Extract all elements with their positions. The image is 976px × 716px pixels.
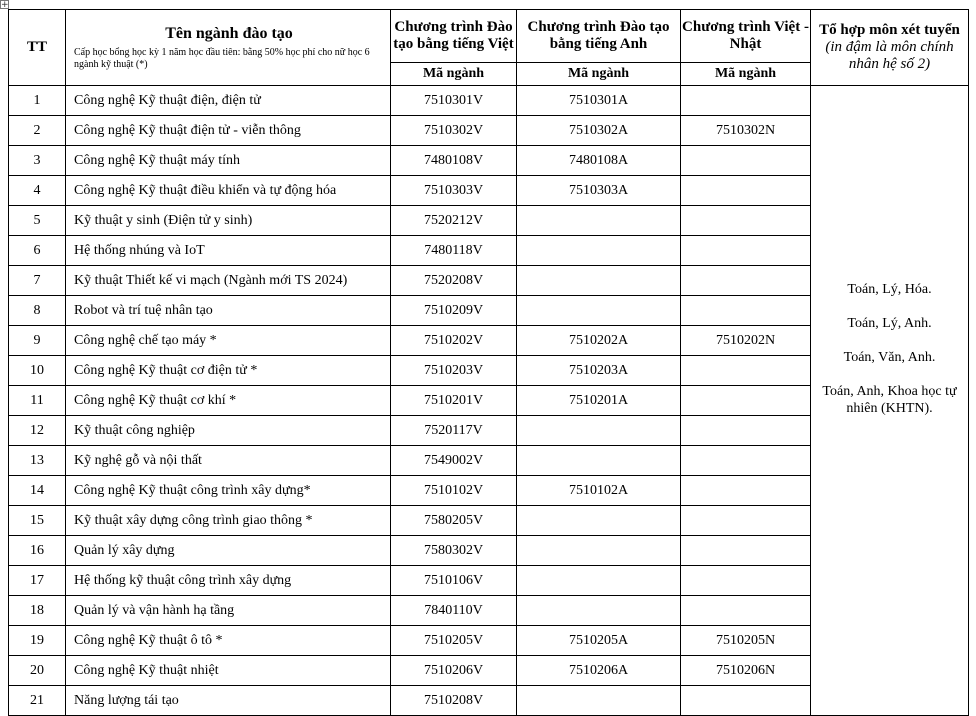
row-code-vietnamese: 7480118V	[391, 236, 517, 266]
row-major-name: Công nghệ Kỹ thuật cơ khí *	[66, 386, 391, 416]
row-number: 20	[9, 656, 66, 686]
row-code-english: 7510102A	[517, 476, 681, 506]
row-major-name: Quản lý xây dựng	[66, 536, 391, 566]
row-code-vietnamese: 7510205V	[391, 626, 517, 656]
row-code-english	[517, 416, 681, 446]
header-major-title: Tên ngành đào tạo	[165, 24, 293, 42]
header-tt: TT	[9, 10, 66, 86]
row-code-english	[517, 266, 681, 296]
header-program-vietnam-japan: Chương trình Việt - Nhật	[681, 10, 811, 63]
row-code-english	[517, 536, 681, 566]
row-code-vietnamese: 7480108V	[391, 146, 517, 176]
row-number: 17	[9, 566, 66, 596]
row-code-japan	[681, 266, 811, 296]
row-code-japan	[681, 686, 811, 716]
row-code-english	[517, 596, 681, 626]
row-code-english	[517, 446, 681, 476]
row-code-japan	[681, 596, 811, 626]
row-number: 9	[9, 326, 66, 356]
row-code-japan: 7510202N	[681, 326, 811, 356]
row-number: 15	[9, 506, 66, 536]
header-program-vietnamese: Chương trình Đào tạo bằng tiếng Việt	[391, 10, 517, 63]
row-number: 1	[9, 86, 66, 116]
row-code-english: 7510303A	[517, 176, 681, 206]
subject-combo-item: Toán, Văn, Anh.	[843, 350, 936, 365]
subject-combo-item: Toán, Anh, Khoa học tự nhiên (KHTN).	[822, 384, 957, 416]
row-number: 10	[9, 356, 66, 386]
row-code-vietnamese: 7520208V	[391, 266, 517, 296]
row-code-english: 7510203A	[517, 356, 681, 386]
row-code-vietnamese: 7580205V	[391, 506, 517, 536]
subheader-code-english: Mã ngành	[517, 63, 681, 86]
row-code-vietnamese: 7510106V	[391, 566, 517, 596]
row-major-name: Công nghệ Kỹ thuật điều khiển và tự động hóa	[66, 176, 391, 206]
majors-table	[8, 9, 969, 716]
row-code-japan	[681, 566, 811, 596]
row-major-name: Công nghệ Kỹ thuật điện, điện tử	[66, 86, 391, 116]
row-major-name: Kỹ thuật y sinh (Điện tử y sinh)	[66, 206, 391, 236]
row-number: 2	[9, 116, 66, 146]
subject-combos-cell	[811, 86, 969, 716]
row-number: 6	[9, 236, 66, 266]
row-major-name: Kỹ thuật xây dựng công trình giao thông *	[66, 506, 391, 536]
row-code-vietnamese: 7520117V	[391, 416, 517, 446]
row-code-english	[517, 566, 681, 596]
row-code-english: 7480108A	[517, 146, 681, 176]
row-code-vietnamese: 7510208V	[391, 686, 517, 716]
row-code-vietnamese: 7510102V	[391, 476, 517, 506]
row-number: 14	[9, 476, 66, 506]
row-code-japan	[681, 536, 811, 566]
row-major-name: Kỹ nghệ gỗ và nội thất	[66, 446, 391, 476]
row-major-name: Hệ thống kỹ thuật công trình xây dựng	[66, 566, 391, 596]
row-code-japan	[681, 146, 811, 176]
header-program-english: Chương trình Đào tạo bằng tiếng Anh	[517, 10, 681, 63]
row-code-english	[517, 506, 681, 536]
row-number: 3	[9, 146, 66, 176]
row-code-vietnamese: 7510303V	[391, 176, 517, 206]
row-number: 5	[9, 206, 66, 236]
row-code-vietnamese: 7520212V	[391, 206, 517, 236]
subject-combo-item: Toán, Lý, Anh.	[847, 316, 932, 331]
header-major-note: Cấp học bổng học kỳ 1 năm học đầu tiên: bằng 50% học phí cho nữ học 6 ngành kỹ thuật (*)	[74, 46, 370, 70]
row-number: 19	[9, 626, 66, 656]
row-code-english: 7510302A	[517, 116, 681, 146]
row-code-japan	[681, 176, 811, 206]
row-code-english: 7510206A	[517, 656, 681, 686]
row-major-name: Hệ thống nhúng và IoT	[66, 236, 391, 266]
row-number: 18	[9, 596, 66, 626]
row-code-japan	[681, 296, 811, 326]
subheader-code-japan: Mã ngành	[681, 63, 811, 86]
row-major-name: Công nghệ Kỹ thuật điện tử - viễn thông	[66, 116, 391, 146]
row-major-name: Năng lượng tái tạo	[66, 686, 391, 716]
row-code-english: 7510301A	[517, 86, 681, 116]
row-code-vietnamese: 7580302V	[391, 536, 517, 566]
row-major-name: Robot và trí tuệ nhân tạo	[66, 296, 391, 326]
subheader-code-vietnamese: Mã ngành	[391, 63, 517, 86]
row-code-japan	[681, 506, 811, 536]
row-code-vietnamese: 7510209V	[391, 296, 517, 326]
row-major-name: Kỹ thuật Thiết kế vi mạch (Ngành mới TS 2024)	[66, 266, 391, 296]
row-major-name: Công nghệ Kỹ thuật ô tô *	[66, 626, 391, 656]
row-code-japan: 7510302N	[681, 116, 811, 146]
row-code-vietnamese: 7510203V	[391, 356, 517, 386]
row-code-japan	[681, 86, 811, 116]
row-code-vietnamese: 7510206V	[391, 656, 517, 686]
row-number: 7	[9, 266, 66, 296]
row-code-english: 7510201A	[517, 386, 681, 416]
row-number: 21	[9, 686, 66, 716]
row-code-vietnamese: 7510302V	[391, 116, 517, 146]
row-code-japan	[681, 476, 811, 506]
row-code-english: 7510205A	[517, 626, 681, 656]
row-code-english	[517, 206, 681, 236]
row-major-name: Kỹ thuật công nghiệp	[66, 416, 391, 446]
row-code-japan	[681, 446, 811, 476]
row-code-vietnamese: 7840110V	[391, 596, 517, 626]
row-code-english	[517, 686, 681, 716]
row-number: 13	[9, 446, 66, 476]
row-number: 12	[9, 416, 66, 446]
subject-combo-item: Toán, Lý, Hóa.	[847, 282, 932, 297]
row-code-japan	[681, 206, 811, 236]
row-major-name: Công nghệ Kỹ thuật máy tính	[66, 146, 391, 176]
row-code-japan	[681, 356, 811, 386]
row-code-vietnamese: 7510201V	[391, 386, 517, 416]
row-code-english: 7510202A	[517, 326, 681, 356]
row-code-japan	[681, 386, 811, 416]
row-major-name: Quản lý và vận hành hạ tầng	[66, 596, 391, 626]
row-major-name: Công nghệ Kỹ thuật nhiệt	[66, 656, 391, 686]
row-code-vietnamese: 7549002V	[391, 446, 517, 476]
row-number: 4	[9, 176, 66, 206]
row-code-japan: 7510206N	[681, 656, 811, 686]
table-row	[9, 86, 969, 116]
row-major-name: Công nghệ chế tạo máy *	[66, 326, 391, 356]
header-subject-combos	[811, 10, 969, 86]
row-code-japan: 7510205N	[681, 626, 811, 656]
table-move-handle[interactable]: +	[1, 0, 9, 10]
row-code-english	[517, 296, 681, 326]
header-combo-bold: Tổ hợp môn xét tuyển	[819, 22, 960, 38]
row-code-japan	[681, 236, 811, 266]
row-number: 8	[9, 296, 66, 326]
row-code-english	[517, 236, 681, 266]
row-major-name: Công nghệ Kỹ thuật cơ điện tử *	[66, 356, 391, 386]
header-major-name	[66, 10, 391, 86]
row-number: 16	[9, 536, 66, 566]
row-major-name: Công nghệ Kỹ thuật công trình xây dựng*	[66, 476, 391, 506]
row-code-japan	[681, 416, 811, 446]
header-combo-note: (in đậm là môn chính nhân hệ số 2)	[825, 39, 954, 72]
row-number: 11	[9, 386, 66, 416]
row-code-vietnamese: 7510202V	[391, 326, 517, 356]
row-code-vietnamese: 7510301V	[391, 86, 517, 116]
